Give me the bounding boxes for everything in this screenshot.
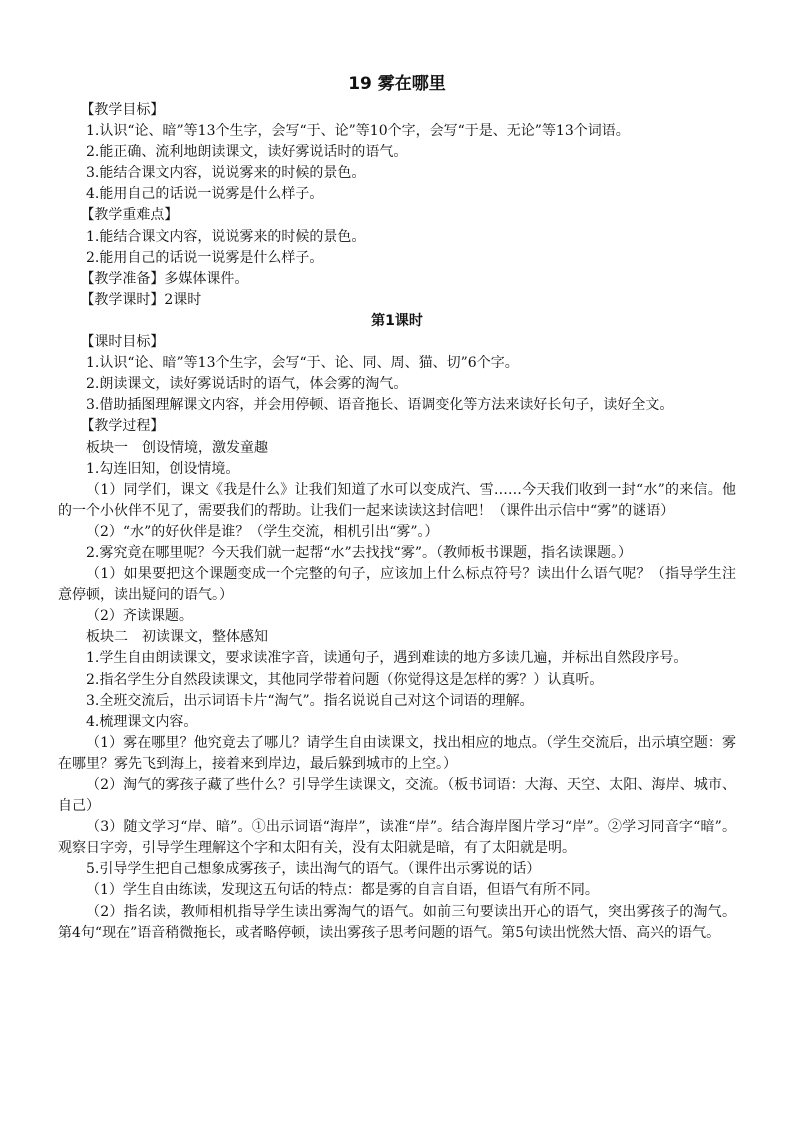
body-paragraph: （1）学生自由练读，发现这五句话的特点：都是雾的自言自语，但语气有所不同。	[86, 882, 599, 899]
lesson-subtitle: 第1课时	[371, 312, 423, 329]
body-paragraph: （2）淘气的雾孩子藏了些什么？引导学生读课文，交流。（板书词语：大海、天空、太阳、海岸、城市、自己）	[58, 777, 736, 815]
document-title: 19 雾在哪里	[348, 74, 446, 94]
body-paragraph: 4.能用自己的话说一说雾是什么样子。	[86, 186, 324, 203]
body-paragraph: 2.雾究竟在哪里呢？今天我们就一起帮“水”去找找“雾”。（教师板书课题，指名读课题。）	[86, 544, 632, 561]
body-paragraph: 3.借助插图理解课文内容，并会用停顿、语音拖长、语调变化等方法来读好长句子，读好全文。	[86, 397, 674, 414]
body-paragraph: 5.引导学生把自己想象成雾孩子，读出淘气的语气。（课件出示雾说的话）	[86, 861, 541, 878]
section-heading: 【课时目标】	[80, 334, 165, 351]
section-heading: 【教学过程】	[80, 418, 165, 435]
body-paragraph: （1）如果要把这个课题变成一个完整的句子，应该加上什么标点符号？读出什么语气呢？（指导学生注意停顿，读出疑问的语气。）	[58, 566, 736, 604]
body-paragraph: 1.学生自由朗读课文，要求读准字音，读通句子，遇到难读的地方多读几遍，并标出自然段序号。	[86, 650, 688, 667]
section-heading: 【教学准备】多媒体课件。	[80, 270, 249, 287]
body-paragraph: 3.全班交流后，出示词语卡片“淘气”。指名说说自己对这个词语的理解。	[86, 692, 534, 709]
body-paragraph: （3）随文学习“岸、暗”。①出示词语“海岸”，读准“岸”。结合海岸图片学习“岸”。②学习同音字“暗”。观察日字旁，引导学生理解这个字和太阳有关，没有太阳就是暗，有了太阳就是明。	[58, 819, 736, 857]
body-paragraph: 板块一 创设情境，激发童趣	[86, 439, 268, 456]
body-paragraph: 2.能正确、流利地朗读课文，读好雾说话时的语气。	[86, 144, 408, 161]
body-paragraph: 1.认识“论、暗”等13个生字，会写“于、论”等10个字，会写“于是、无论”等13个词语。	[86, 123, 630, 140]
body-paragraph: 3.能结合课文内容，说说雾来的时候的景色。	[86, 165, 366, 182]
body-paragraph: 4.梳理课文内容。	[86, 713, 198, 730]
body-paragraph: 2.指名学生分自然段读课文，其他同学带着问题（你觉得这是怎样的雾？）认真听。	[86, 671, 604, 688]
body-paragraph: 1.认识“论、暗”等13个生字，会写“于、论、同、周、猫、切”6个字。	[86, 355, 519, 372]
body-paragraph: 1.能结合课文内容，说说雾来的时候的景色。	[86, 228, 366, 245]
body-paragraph: （2）指名读，教师相机指导学生读出雾淘气的语气。如前三句要读出开心的语气，突出雾孩子的淘气。第4句“现在”语音稍微拖长，或者略停顿，读出雾孩子思考问题的语气。第5句读出恍然大悟、高兴的语气。	[58, 903, 736, 941]
body-paragraph: 2.能用自己的话说一说雾是什么样子。	[86, 249, 324, 266]
body-paragraph: （1）雾在哪里？他究竟去了哪儿？请学生自由读课文，找出相应的地点。（学生交流后，出示填空题：雾在哪里？雾先飞到海上，接着来到岸边，最后躲到城市的上空。）	[58, 734, 736, 772]
section-heading: 【教学目标】	[80, 102, 165, 118]
body-paragraph: （2）“水”的好伙伴是谁？（学生交流，相机引出“雾”。）	[86, 523, 439, 540]
body-paragraph: 1.勾连旧知，创设情境。	[86, 460, 240, 477]
body-paragraph: 板块二 初读课文，整体感知	[86, 629, 268, 646]
section-heading: 【教学课时】2课时	[80, 291, 202, 308]
document-body	[58, 100, 736, 944]
section-heading: 【教学重难点】	[80, 207, 179, 224]
body-paragraph: 2.朗读课文，读好雾说话时的语气，体会雾的淘气。	[86, 376, 408, 393]
body-paragraph: （2）齐读课题。	[86, 608, 193, 625]
body-paragraph: （1）同学们，课文《我是什么》让我们知道了水可以变成汽、雪……今天我们收到一封“水”的来信。他的一个小伙伴不见了，需要我们的帮助。让我们一起来读读这封信吧！（课件出示信中“雾”的谜语）	[58, 481, 736, 519]
